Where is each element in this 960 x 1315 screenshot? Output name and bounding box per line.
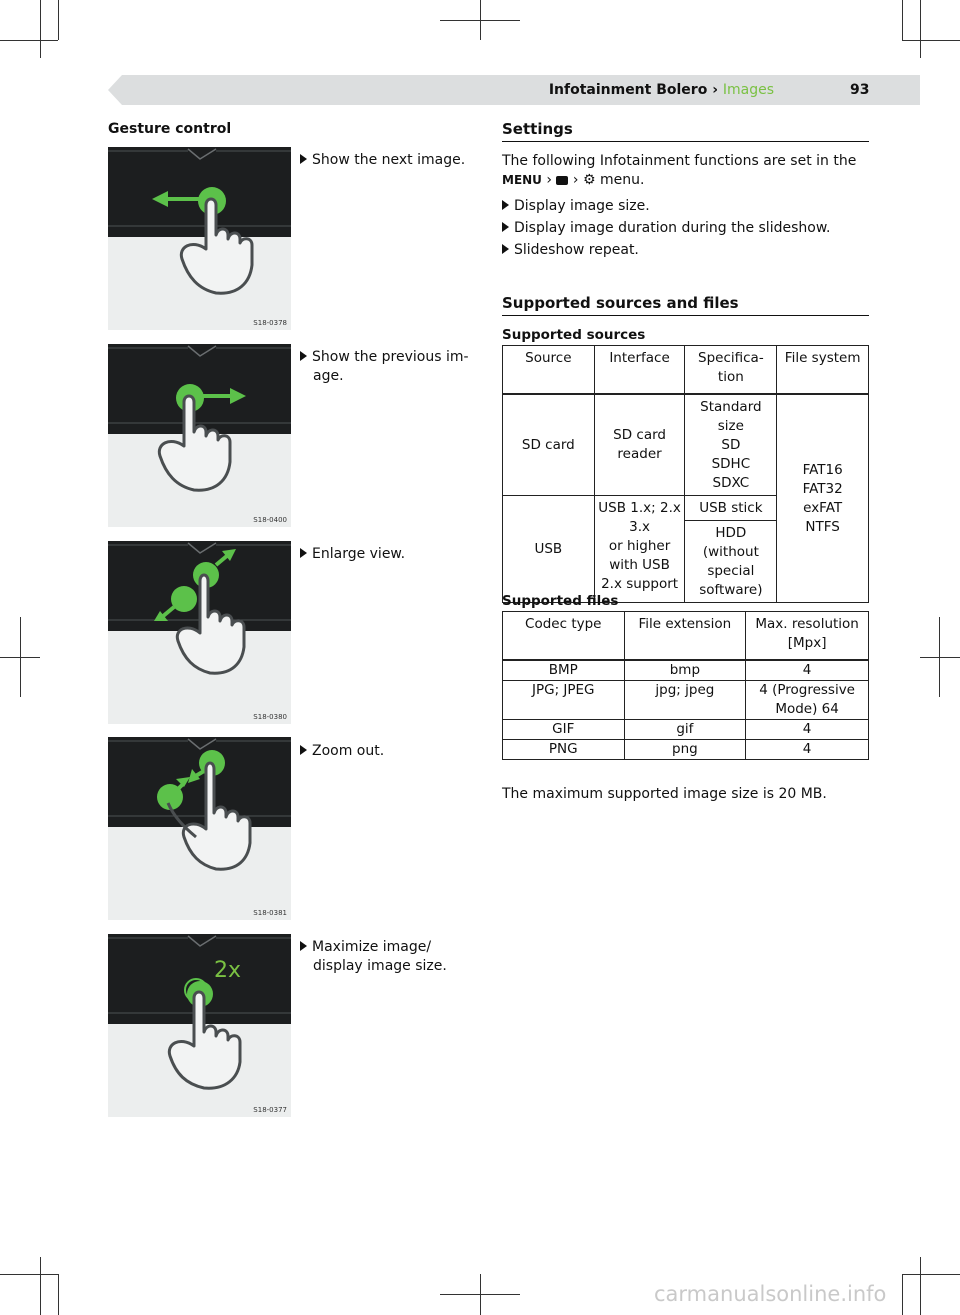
crop-mark <box>902 40 960 41</box>
gesture-text: Zoom out. <box>312 743 385 759</box>
table-header-row <box>503 346 869 394</box>
list-item-text: Slideshow repeat. <box>514 242 639 258</box>
crop-mark <box>902 1274 903 1315</box>
images-icon <box>556 176 568 185</box>
table-row <box>503 680 869 719</box>
list-item <box>502 197 872 216</box>
table-cell: gif <box>624 719 746 739</box>
crop-mark <box>920 657 960 658</box>
table-cell: SD card reader <box>594 394 685 496</box>
gesture-description-maximize <box>300 938 470 976</box>
settings-bullets <box>502 197 872 260</box>
table-cell: 4 (Progressive Mode) 64 <box>746 680 869 719</box>
table-cell: USB stick <box>685 495 777 520</box>
table-row <box>503 739 869 759</box>
table-header-cell: File extension <box>624 612 746 660</box>
table-cell: png <box>624 739 746 759</box>
file-system: exFAT <box>803 499 843 516</box>
figure-code: S18-0378 <box>253 319 287 327</box>
crop-mark <box>40 1257 41 1315</box>
settings-intro-text: The following Infotainment functions are set in the <box>502 153 857 169</box>
table-cell: GIF <box>503 719 625 739</box>
list-item <box>502 241 872 260</box>
gesture-text: Show the next image. <box>312 152 466 168</box>
supported-files-table <box>502 611 869 760</box>
gesture-text: Enlarge view. <box>312 546 406 562</box>
table-header-cell: Max. resolution [Mpx] <box>746 612 869 660</box>
supported-files-heading: Supported files <box>502 593 619 609</box>
breadcrumb <box>549 82 774 98</box>
gesture-image-maximize <box>108 934 291 1117</box>
supported-sources-table <box>502 345 869 603</box>
crop-mark <box>480 1274 481 1315</box>
gear-icon: ⚙ <box>582 172 596 188</box>
table-cell: BMP <box>503 660 625 681</box>
breadcrumb-section: Images <box>722 82 774 98</box>
crop-mark <box>902 1274 960 1275</box>
crop-mark <box>480 0 481 40</box>
gesture-text: Maximize image/ display image size. <box>312 939 447 974</box>
bullet-triangle-icon <box>502 200 509 210</box>
table-cell: 4 <box>746 739 869 759</box>
figure-code: S18-0380 <box>253 713 287 721</box>
bullet-triangle-icon <box>300 351 307 361</box>
crop-mark <box>58 1274 59 1315</box>
pinch-icon <box>108 737 291 920</box>
bullet-triangle-icon <box>300 154 307 164</box>
gesture-image-previous <box>108 344 291 527</box>
page-number: 93 <box>850 82 870 98</box>
table-header-cell: Source <box>503 346 595 394</box>
interface-line: 3.x <box>629 518 650 535</box>
interface-line: USB 1.x; 2.x <box>598 499 681 516</box>
table-cell: HDD (without special software) <box>685 520 777 602</box>
crop-mark <box>40 0 41 58</box>
bullet-triangle-icon <box>300 941 307 951</box>
supported-heading: Supported sources and files <box>502 294 739 312</box>
table-cell <box>594 495 685 602</box>
table-header-cell: Codec type <box>503 612 625 660</box>
bullet-triangle-icon <box>300 548 307 558</box>
breadcrumb-chapter: Infotainment Bolero <box>548 82 708 98</box>
gesture-control-heading: Gesture control <box>108 121 232 137</box>
gesture-description-next <box>300 151 470 170</box>
gesture-description-previous <box>300 348 470 386</box>
table-cell: 4 <box>746 660 869 681</box>
crop-mark <box>20 617 21 697</box>
table-cell: 4 <box>746 719 869 739</box>
gesture-image-enlarge <box>108 541 291 724</box>
crop-mark <box>58 0 59 40</box>
page-header-bar <box>108 75 920 105</box>
table-row <box>503 394 869 496</box>
gesture-text: Show the previous im-age. <box>312 349 469 384</box>
chevron-right-icon: › <box>546 172 552 188</box>
bullet-triangle-icon <box>300 745 307 755</box>
gesture-description-enlarge <box>300 545 470 564</box>
spec-line: SD <box>721 436 741 453</box>
figure-code: S18-0381 <box>253 909 287 917</box>
bullet-triangle-icon <box>502 222 509 232</box>
file-system: FAT32 <box>802 480 843 497</box>
settings-intro <box>502 152 872 190</box>
gesture-description-zoom-out <box>300 742 470 761</box>
interface-line: or higher with USB 2.x support <box>601 537 679 592</box>
list-item-text: Display image duration during the slideshow. <box>514 220 831 236</box>
crop-mark <box>939 617 940 697</box>
file-system: NTFS <box>805 518 840 535</box>
settings-heading: Settings <box>502 120 573 138</box>
table-row <box>503 719 869 739</box>
gesture-image-next <box>108 147 291 330</box>
figure-code: S18-0400 <box>253 516 287 524</box>
table-cell: bmp <box>624 660 746 681</box>
watermark: carmanualsonline.info <box>654 1282 887 1306</box>
crop-mark <box>920 1257 921 1315</box>
menu-label: MENU <box>502 173 542 187</box>
list-item-text: Display image size. <box>514 198 650 214</box>
settings-intro-end: menu. <box>599 172 645 188</box>
crop-mark <box>902 0 903 40</box>
table-cell <box>777 394 869 603</box>
supported-sources-heading: Supported sources <box>502 327 646 343</box>
spec-line: Standard size <box>700 398 762 434</box>
heading-rule <box>502 315 869 316</box>
figure-code: S18-0377 <box>253 1106 287 1114</box>
file-system: FAT16 <box>802 461 843 478</box>
swipe-left-icon <box>108 147 291 330</box>
table-header-cell: Specifica-tion <box>685 346 777 394</box>
table-row <box>503 660 869 681</box>
table-cell: JPG; JPEG <box>503 680 625 719</box>
table-header-cell: Interface <box>594 346 685 394</box>
table-header-row <box>503 612 869 660</box>
max-size-note: The maximum supported image size is 20 MB. <box>502 786 827 802</box>
list-item <box>502 219 872 238</box>
crop-mark <box>0 1274 58 1275</box>
bullet-triangle-icon <box>502 244 509 254</box>
table-cell: PNG <box>503 739 625 759</box>
zoom-factor-label: 2x <box>214 958 242 983</box>
gesture-image-zoom-out <box>108 737 291 920</box>
table-header-cell: File system <box>777 346 869 394</box>
spec-line: SDXC <box>712 474 750 491</box>
spec-line: SDHC <box>711 455 751 472</box>
crop-mark <box>920 0 921 58</box>
spread-icon <box>108 541 291 724</box>
crop-mark <box>0 40 58 41</box>
double-tap-icon <box>108 934 291 1117</box>
swipe-right-icon <box>108 344 291 527</box>
chevron-right-icon: › <box>572 172 579 188</box>
table-cell: jpg; jpeg <box>624 680 746 719</box>
heading-rule <box>502 141 869 142</box>
table-cell: SD card <box>503 394 595 496</box>
table-cell <box>685 394 777 496</box>
breadcrumb-separator: › <box>712 82 718 98</box>
table-cell: USB <box>503 495 595 602</box>
